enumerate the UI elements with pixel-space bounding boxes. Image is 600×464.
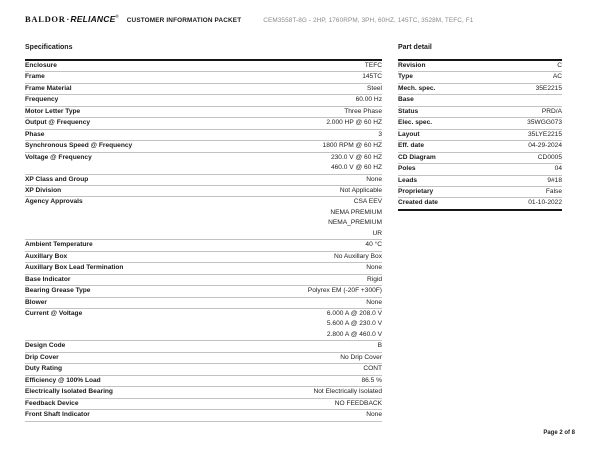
- part-row-values: [420, 95, 562, 105]
- part-table-row: [398, 118, 562, 129]
- spec-table-row: [25, 186, 382, 197]
- row-value-line: 35WGG073: [527, 119, 562, 127]
- row-value-line: 460.0 V @ 60 HZ: [330, 164, 382, 172]
- spec-table-row: [25, 341, 382, 352]
- spec-table-row: [25, 286, 382, 297]
- part-detail-title: Part detail: [398, 44, 432, 51]
- part-row-values: [444, 198, 562, 208]
- row-value-line: NEMA_PREMIUM: [328, 219, 382, 227]
- row-value-line: Steel: [366, 84, 382, 92]
- spec-row-label: Front Shaft Indicator: [25, 411, 90, 419]
- part-row-values: [439, 187, 562, 197]
- spec-table-row: [25, 95, 382, 106]
- row-value-line: 6.000 A @ 208.0 V: [326, 309, 382, 317]
- part-table-row: [398, 130, 562, 141]
- row-value-line: None: [366, 298, 382, 306]
- spec-row-label: Auxillary Box: [25, 252, 68, 260]
- spec-row-label: Auxillary Box Lead Termination: [25, 264, 124, 272]
- spec-row-values: [51, 72, 382, 82]
- spec-row-label: Voltage @ Frequency: [25, 153, 92, 161]
- part-row-values: [430, 141, 562, 151]
- part-table-row: [398, 95, 562, 106]
- part-table-row: [398, 153, 562, 164]
- row-value-line: 230.0 V @ 60 HZ: [330, 153, 382, 161]
- row-value-line: CONT: [363, 365, 382, 373]
- spec-row-values: [53, 298, 382, 308]
- spec-row-values: [96, 118, 382, 128]
- part-row-label: Revision: [398, 62, 426, 69]
- row-value-line: None: [366, 175, 382, 183]
- spec-row-values: [71, 341, 382, 351]
- spec-row-values: [94, 175, 382, 185]
- registered-trademark-icon: ®: [115, 14, 119, 20]
- spec-row-label: Frequency: [25, 96, 59, 104]
- spec-row-values: [107, 376, 382, 386]
- spec-row-values: [67, 186, 382, 196]
- spec-row-values: [98, 153, 382, 174]
- spec-table-row: [25, 376, 382, 387]
- row-value-line: 5.600 A @ 230.0 V: [326, 320, 382, 328]
- row-value-line: Polyrex EM (-20F +300F): [307, 287, 382, 295]
- row-value-line: 145TC: [362, 73, 382, 81]
- part-row-values: [431, 61, 562, 71]
- row-value-line: 60.00 Hz: [355, 96, 382, 104]
- row-value-line: TEFC: [364, 62, 382, 69]
- spec-row-label: Motor Letter Type: [25, 107, 81, 115]
- spec-table-row: [25, 153, 382, 175]
- spec-table-row: [25, 175, 382, 186]
- part-detail-table: [398, 59, 562, 211]
- part-row-values: [442, 153, 562, 163]
- row-value-line: Rigid: [366, 275, 382, 283]
- part-row-values: [426, 130, 562, 140]
- part-row-values: [419, 72, 562, 82]
- specifications-section: [25, 44, 382, 422]
- spec-table-row: [25, 275, 382, 286]
- spec-row-label: Ambient Temperature: [25, 241, 93, 249]
- page-indicator: Page 2 of 8: [543, 430, 575, 436]
- document-title: CUSTOMER INFORMATION PACKET: [126, 17, 242, 24]
- part-row-label: Proprietary: [398, 187, 434, 195]
- spec-row-values: [63, 61, 382, 71]
- spec-row-values: [50, 130, 382, 140]
- spec-table-row: [25, 263, 382, 274]
- part-row-values: [441, 84, 562, 94]
- part-row-values: [422, 164, 562, 174]
- part-row-values: [423, 176, 562, 186]
- logo-baldor-text: BALDOR: [25, 14, 66, 24]
- row-value-line: Not Electrically Isolated: [313, 388, 382, 396]
- spec-table-row: [25, 118, 382, 129]
- part-table-row: [398, 107, 562, 118]
- part-row-label: Eff. date: [398, 142, 425, 150]
- row-value-line: 9#18: [547, 176, 562, 184]
- spec-table-row: [25, 410, 382, 421]
- row-value-line: PRD/A: [541, 107, 562, 115]
- part-row-values: [424, 107, 562, 117]
- row-value-line: UR: [372, 229, 382, 237]
- spec-row-label: Synchronous Speed @ Frequency: [25, 142, 133, 150]
- spec-row-values: [73, 252, 382, 262]
- part-table-row: [398, 61, 562, 72]
- specifications-title: Specifications: [25, 44, 73, 51]
- row-value-line: 35E2215: [535, 84, 562, 92]
- part-row-label: Type: [398, 73, 413, 81]
- part-row-label: Created date: [398, 199, 438, 207]
- part-table-row: [398, 141, 562, 152]
- product-description: CEM3558T-8G - 2HP, 1760RPM, 3PH, 60HZ, 145TC, 3528M, TEFC, F1: [263, 17, 474, 24]
- spec-row-values: [68, 364, 382, 374]
- row-value-line: None: [366, 264, 382, 272]
- spec-row-label: Duty Rating: [25, 365, 62, 373]
- spec-table-row: [25, 141, 382, 152]
- spec-table-row: [25, 84, 382, 95]
- part-table-row: [398, 176, 562, 187]
- row-value-line: 01-10-2022: [528, 199, 562, 207]
- part-table-row: [398, 72, 562, 83]
- spec-row-values: [96, 286, 382, 296]
- spec-row-values: [76, 275, 382, 285]
- spec-table-row: [25, 364, 382, 375]
- spec-row-label: Current @ Voltage: [25, 309, 83, 317]
- row-value-line: C: [557, 62, 562, 69]
- row-value-line: False: [545, 187, 562, 195]
- spec-row-label: Electrically Isolated Bearing: [25, 388, 113, 396]
- spec-row-values: [89, 197, 382, 239]
- spec-row-label: Base Indicator: [25, 275, 71, 283]
- part-table-row: [398, 84, 562, 95]
- part-detail-section: [398, 44, 562, 211]
- spec-row-label: Bearing Grease Type: [25, 287, 91, 295]
- row-value-line: 40 °C: [365, 241, 382, 249]
- spec-row-label: Blower: [25, 298, 47, 306]
- part-table-row: [398, 164, 562, 175]
- part-row-label: Elec. spec.: [398, 119, 433, 127]
- spec-table-row: [25, 197, 382, 240]
- baldor-reliance-logo: [25, 14, 119, 24]
- part-row-label: Mech. spec.: [398, 84, 436, 92]
- spec-row-values: [138, 141, 382, 151]
- spec-row-values: [86, 107, 382, 117]
- part-row-label: CD Diagram: [398, 153, 436, 161]
- spec-row-values: [64, 95, 382, 105]
- spec-table-row: [25, 399, 382, 410]
- spec-row-label: Enclosure: [25, 62, 57, 69]
- spec-row-label: Design Code: [25, 342, 66, 350]
- spec-table-row: [25, 240, 382, 251]
- part-row-label: Leads: [398, 176, 418, 184]
- spec-row-label: Phase: [25, 130, 45, 138]
- spec-table-row: [25, 107, 382, 118]
- part-row-label: Base: [398, 96, 414, 104]
- spec-row-label: Frame: [25, 73, 45, 81]
- spec-row-values: [119, 387, 382, 397]
- row-value-line: No Auxillary Box: [333, 252, 382, 260]
- spec-table-row: [25, 298, 382, 309]
- spec-row-values: [129, 263, 382, 273]
- spec-table-row: [25, 309, 382, 341]
- row-value-line: None: [366, 411, 382, 419]
- spec-table-row: [25, 72, 382, 83]
- spec-row-label: Feedback Device: [25, 399, 79, 407]
- row-value-line: 04-29-2024: [528, 142, 562, 150]
- part-row-label: Status: [398, 107, 419, 115]
- spec-table-row: [25, 252, 382, 263]
- row-value-line: AC: [552, 73, 562, 81]
- spec-row-label: XP Division: [25, 186, 62, 194]
- row-value-line: 2.800 A @ 460.0 V: [326, 330, 382, 338]
- spec-row-values: [99, 240, 382, 250]
- part-row-label: Layout: [398, 130, 420, 138]
- row-value-line: CSA EEV: [353, 198, 382, 206]
- logo-dot-separator: ·: [66, 14, 70, 24]
- row-value-line: 86.5 %: [361, 376, 382, 384]
- row-value-line: No Drip Cover: [340, 353, 382, 361]
- logo-reliance-text: RELIANCE: [70, 14, 116, 24]
- row-value-line: 35LYE2215: [528, 130, 562, 138]
- row-value-line: 2.000 HP @ 60 HZ: [326, 119, 382, 127]
- row-value-line: 1800 RPM @ 60 HZ: [322, 142, 382, 150]
- spec-row-values: [96, 410, 382, 420]
- spec-row-label: XP Class and Group: [25, 175, 89, 183]
- spec-row-label: Efficiency @ 100% Load: [25, 376, 101, 384]
- row-value-line: 04: [554, 165, 562, 173]
- part-row-values: [438, 118, 562, 128]
- spec-row-values: [65, 353, 382, 363]
- spec-row-label: Drip Cover: [25, 353, 59, 361]
- part-table-row: [398, 187, 562, 198]
- row-value-line: B: [377, 342, 382, 350]
- spec-row-label: Agency Approvals: [25, 198, 83, 206]
- spec-table-row: [25, 387, 382, 398]
- specifications-table: [25, 59, 382, 422]
- spec-row-values: [85, 399, 382, 409]
- row-value-line: Not Applicable: [339, 186, 382, 194]
- part-row-label: Poles: [398, 165, 416, 173]
- row-value-line: NEMA PREMIUM: [330, 208, 382, 216]
- row-value-line: Three Phase: [344, 107, 382, 115]
- row-value-line: 3: [378, 130, 382, 138]
- spec-table-row: [25, 61, 382, 72]
- spec-table-row: [25, 353, 382, 364]
- spec-row-label: Frame Material: [25, 84, 72, 92]
- spec-row-values: [78, 84, 382, 94]
- part-table-row: [398, 198, 562, 208]
- spec-row-label: Output @ Frequency: [25, 119, 91, 127]
- spec-row-values: [88, 309, 382, 340]
- spec-table-row: [25, 130, 382, 141]
- row-value-line: NO FEEDBACK: [334, 399, 382, 407]
- row-value-line: CD0005: [537, 153, 562, 161]
- page-header: [25, 14, 575, 24]
